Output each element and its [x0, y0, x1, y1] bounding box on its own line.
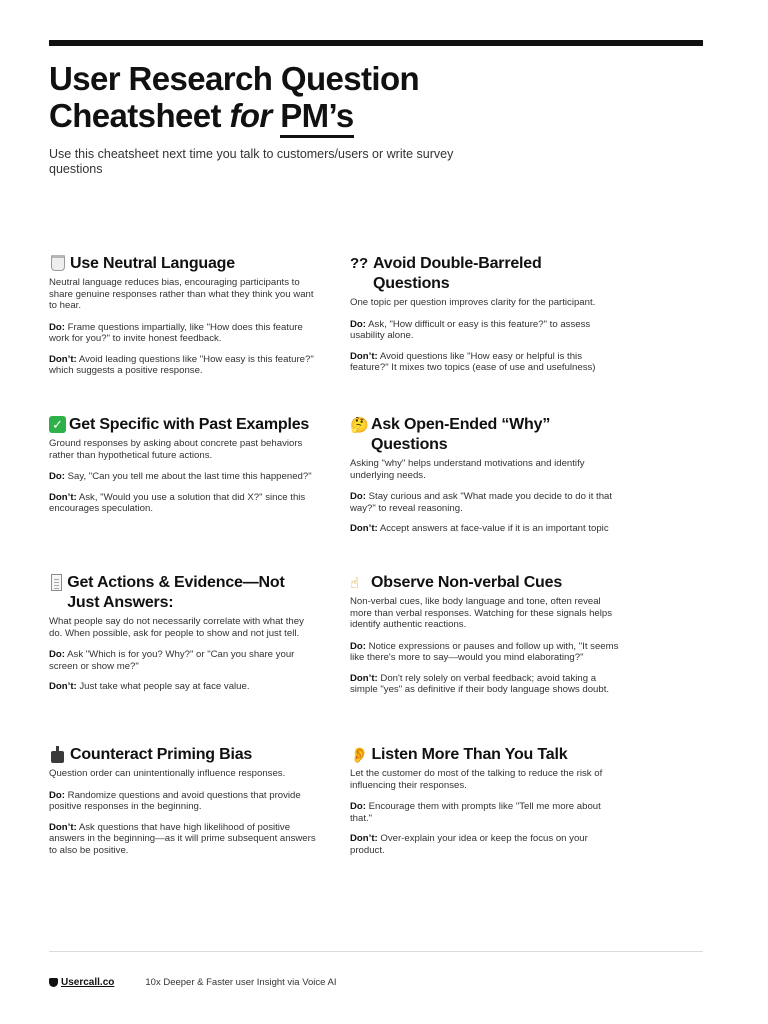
card-title: Listen More Than You Talk: [371, 746, 568, 763]
card-description: Neutral language reduces bias, encouraging participants to share genuine responses rather than what they think you want to hear.: [49, 277, 314, 311]
dont-label: Don’t:: [350, 350, 378, 362]
card-listen-more: [350, 745, 620, 856]
do-label: Do:: [49, 471, 65, 482]
card-actions-evidence: [49, 573, 319, 693]
title-line-2-em: for: [229, 97, 281, 134]
card-heading: [49, 254, 319, 274]
card-title: Observe Non-verbal Cues: [371, 574, 563, 591]
card-open-ended-why: [350, 415, 620, 535]
thinking-face-icon: 🤔: [350, 416, 369, 434]
dont-label: Don’t:: [49, 681, 77, 692]
card-description: One topic per question improves clarity for the participant.: [350, 297, 596, 308]
card-description: Non-verbal cues, like body language and tone, often reveal more than verbal responses. Watching for these signals helps identify authentic reactions.: [350, 596, 613, 630]
card-title: Get Specific with Past Examples: [69, 416, 310, 433]
dont-text: Don't rely solely on verbal feedback; avoid taking a simple "yes" as definitive if their body language shows doubt.: [350, 672, 610, 695]
brand-name: Usercall.co: [61, 977, 115, 988]
card-non-verbal-cues: [350, 573, 620, 696]
dont-label: Don’t:: [49, 353, 77, 365]
card-neutral-language: [49, 254, 319, 377]
do-text: Say, "Can you tell me about the last time this happened?": [64, 471, 312, 482]
card-do: [49, 790, 319, 813]
card-description: Asking "why" helps understand motivations and identify underlying needs.: [350, 458, 585, 481]
do-label: Do:: [350, 801, 366, 812]
dont-text: Over-explain your idea or keep the focus on your product.: [350, 833, 588, 856]
card-dont: [350, 833, 620, 856]
ear-icon: 👂: [350, 746, 369, 764]
dont-label: Don’t:: [350, 833, 378, 844]
card-do: [49, 322, 319, 345]
dont-label: Don’t:: [49, 491, 77, 503]
card-past-examples: [49, 415, 319, 515]
dont-label: Don’t:: [49, 821, 77, 833]
card-do: [49, 471, 319, 483]
check-icon: ✓: [49, 416, 66, 433]
card-dont: [49, 492, 319, 515]
card-do: [350, 641, 620, 664]
do-text: Frame questions impartially, like "How does this feature work for you?" to invite honest feedback.: [49, 321, 303, 344]
card-dont: [49, 681, 319, 693]
card-priming-bias: [49, 745, 319, 856]
do-text: Notice expressions or pauses and follow up with, "It seems like there's more to say—would you mind elaborating?": [350, 640, 619, 663]
card-description: Question order can unintentionally influence responses.: [49, 768, 286, 779]
brand-logo-icon: [49, 978, 58, 987]
do-label: Do:: [350, 318, 366, 330]
cup-icon: [51, 255, 65, 271]
card-title: Get Actions & Evidence—Not Just Answers:: [67, 574, 285, 611]
pointing-finger-icon: ☝: [350, 574, 359, 592]
do-label: Do:: [350, 491, 366, 502]
dont-text: Ask questions that have high likelihood of positive answers in the beginning—as it will prime subsequent answers to also be positive.: [49, 821, 316, 856]
card-dont: [350, 351, 620, 374]
footer: [49, 977, 337, 988]
card-dont: [49, 354, 319, 377]
dont-text: Avoid leading questions like "How easy is this feature?" which suggests a positive response.: [49, 353, 314, 376]
do-text: Ask "Which is for you? Why?" or "Can you share your screen or show me?": [49, 649, 295, 672]
card-title: Ask Open-Ended “Why” Questions: [371, 416, 551, 453]
do-label: Do:: [49, 649, 65, 660]
dont-text: Just take what people say at face value.: [76, 681, 250, 692]
card-heading: [49, 573, 319, 613]
dont-text: Ask, "Would you use a solution that did X?" since this encourages speculation.: [49, 491, 306, 514]
footer-divider: [49, 951, 703, 952]
do-label: Do:: [49, 789, 65, 801]
card-title: Counteract Priming Bias: [70, 746, 253, 763]
do-label: Do:: [350, 640, 366, 652]
do-label: Do:: [49, 321, 65, 333]
card-do: [350, 319, 620, 342]
card-heading: [49, 745, 319, 765]
card-title: Avoid Double-Barreled Questions: [373, 255, 542, 292]
card-dont: [350, 523, 620, 535]
card-heading: [350, 573, 620, 593]
dont-text: Accept answers at face-value if it is an important topic: [377, 523, 609, 534]
page-title: [49, 60, 703, 134]
dont-text: Avoid questions like "How easy or helpful is this feature?" It mixes two topics (ease of use and usefulness): [350, 350, 596, 373]
card-heading: [350, 254, 620, 294]
title-line-2-prefix: Cheatsheet: [49, 97, 230, 134]
card-double-barreled: [350, 254, 620, 374]
card-title: Use Neutral Language: [70, 255, 235, 272]
card-dont: [49, 822, 319, 857]
document-icon: [51, 574, 62, 591]
card-heading: [350, 745, 620, 765]
card-description: Let the customer do most of the talking to reduce the risk of influencing their responses.: [350, 768, 603, 791]
do-text: Ask, "How difficult or easy is this feature?" to assess usability alone.: [350, 318, 591, 341]
card-dont: [350, 673, 620, 696]
top-rule: [49, 40, 703, 46]
do-text: Randomize questions and avoid questions that provide positive responses in the beginning.: [49, 789, 301, 812]
card-do: [350, 491, 620, 514]
card-description: Ground responses by asking about concrete past behaviors rather than hypothetical future actions.: [49, 438, 303, 461]
card-heading: [350, 415, 620, 455]
double-question-icon: ??: [350, 255, 368, 272]
brand-link[interactable]: [49, 977, 114, 988]
page-subtitle: Use this cheatsheet next time you talk to customers/users or write survey questions: [49, 147, 454, 176]
do-text: Stay curious and ask "What made you decide to do it that way?" to reveal reasoning.: [350, 491, 613, 514]
card-heading: [49, 415, 319, 435]
title-line-1: User Research Question: [49, 60, 420, 97]
card-do: [350, 801, 620, 824]
footer-tagline: 10x Deeper & Faster user Insight via Voice AI: [145, 977, 337, 988]
title-line-2-pm: PM’s: [280, 97, 353, 138]
card-do: [49, 649, 319, 672]
card-description: What people say do not necessarily correlate with what they do. When possible, ask for people to show and not just tell.: [49, 616, 304, 639]
dont-label: Don’t:: [350, 523, 378, 534]
do-text: Encourage them with prompts like "Tell me more about that.": [350, 801, 601, 824]
tram-icon: [51, 746, 64, 763]
dont-label: Don’t:: [350, 672, 378, 684]
